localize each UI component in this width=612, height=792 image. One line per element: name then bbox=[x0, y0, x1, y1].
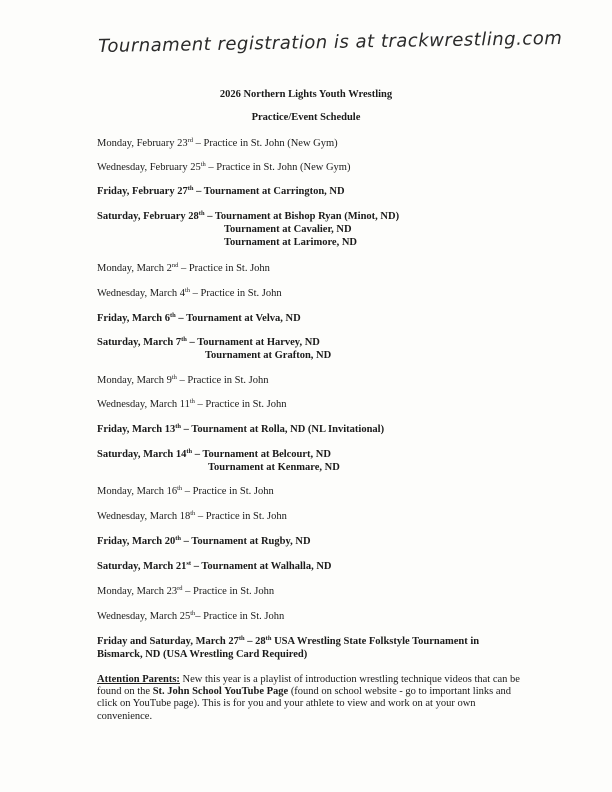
event-mar-6: Friday, March 6th – Tournament at Velva, ND bbox=[97, 312, 301, 324]
attention-parents-note: Attention Parents: New this year is a playlist of introduction wrestling technique videos that can be found on the St. John School YouTube Page (found on school website - go to important links and click on YouTube page). This is for you and your athlete to view and work on at your own convenience. bbox=[97, 674, 520, 722]
event-mar-16: Monday, March 16th – Practice in St. John bbox=[97, 485, 274, 497]
event-feb-28: Saturday, February 28th – Tournament at Bishop Ryan (Minot, ND) bbox=[97, 210, 400, 222]
document-title: 2026 Northern Lights Youth Wrestling bbox=[219, 89, 393, 100]
event-feb-28-extra-1: Tournament at Cavalier, ND bbox=[224, 224, 352, 235]
event-mar-7: Saturday, March 7th – Tournament at Harvey, ND bbox=[97, 336, 320, 348]
event-mar-18: Wednesday, March 18th – Practice in St. John bbox=[97, 510, 287, 522]
event-feb-25: Wednesday, February 25th – Practice in St. John (New Gym) bbox=[97, 161, 351, 173]
event-state-tournament: Friday and Saturday, March 27th – 28th USA Wrestling State Folkstyle Tournament in Bismarck, ND (USA Wrestling Card Required) bbox=[97, 635, 480, 660]
handwritten-note: Tournament registration is at trackwrestling.com bbox=[98, 27, 563, 57]
event-mar-7-extra-1: Tournament at Grafton, ND bbox=[205, 350, 332, 361]
event-mar-2: Monday, March 2nd – Practice in St. John bbox=[97, 262, 270, 274]
event-feb-27: Friday, February 27th – Tournament at Carrington, ND bbox=[97, 185, 345, 197]
event-mar-13: Friday, March 13th – Tournament at Rolla, ND (NL Invitational) bbox=[97, 423, 385, 435]
youtube-page-reference: St. John School YouTube Page bbox=[152, 686, 289, 698]
event-feb-23: Monday, February 23rd – Practice in St. John (New Gym) bbox=[97, 137, 338, 149]
event-mar-21: Saturday, March 21st – Tournament at Walhalla, ND bbox=[97, 560, 332, 572]
document-subtitle: Practice/Event Schedule bbox=[251, 112, 361, 123]
event-mar-11: Wednesday, March 11th – Practice in St. John bbox=[97, 398, 287, 410]
event-mar-20: Friday, March 20th – Tournament at Rugby, ND bbox=[97, 535, 311, 547]
event-mar-4: Wednesday, March 4th – Practice in St. John bbox=[97, 287, 282, 299]
event-mar-23: Monday, March 23rd – Practice in St. John bbox=[97, 585, 275, 597]
event-mar-14-extra-1: Tournament at Kenmare, ND bbox=[208, 462, 340, 473]
attention-label: Attention Parents: bbox=[97, 674, 180, 685]
event-mar-25: Wednesday, March 25th– Practice in St. John bbox=[97, 610, 285, 622]
event-feb-28-extra-2: Tournament at Larimore, ND bbox=[224, 237, 357, 248]
event-mar-14: Saturday, March 14th – Tournament at Belcourt, ND bbox=[97, 448, 331, 460]
event-mar-9: Monday, March 9th – Practice in St. John bbox=[97, 374, 269, 386]
